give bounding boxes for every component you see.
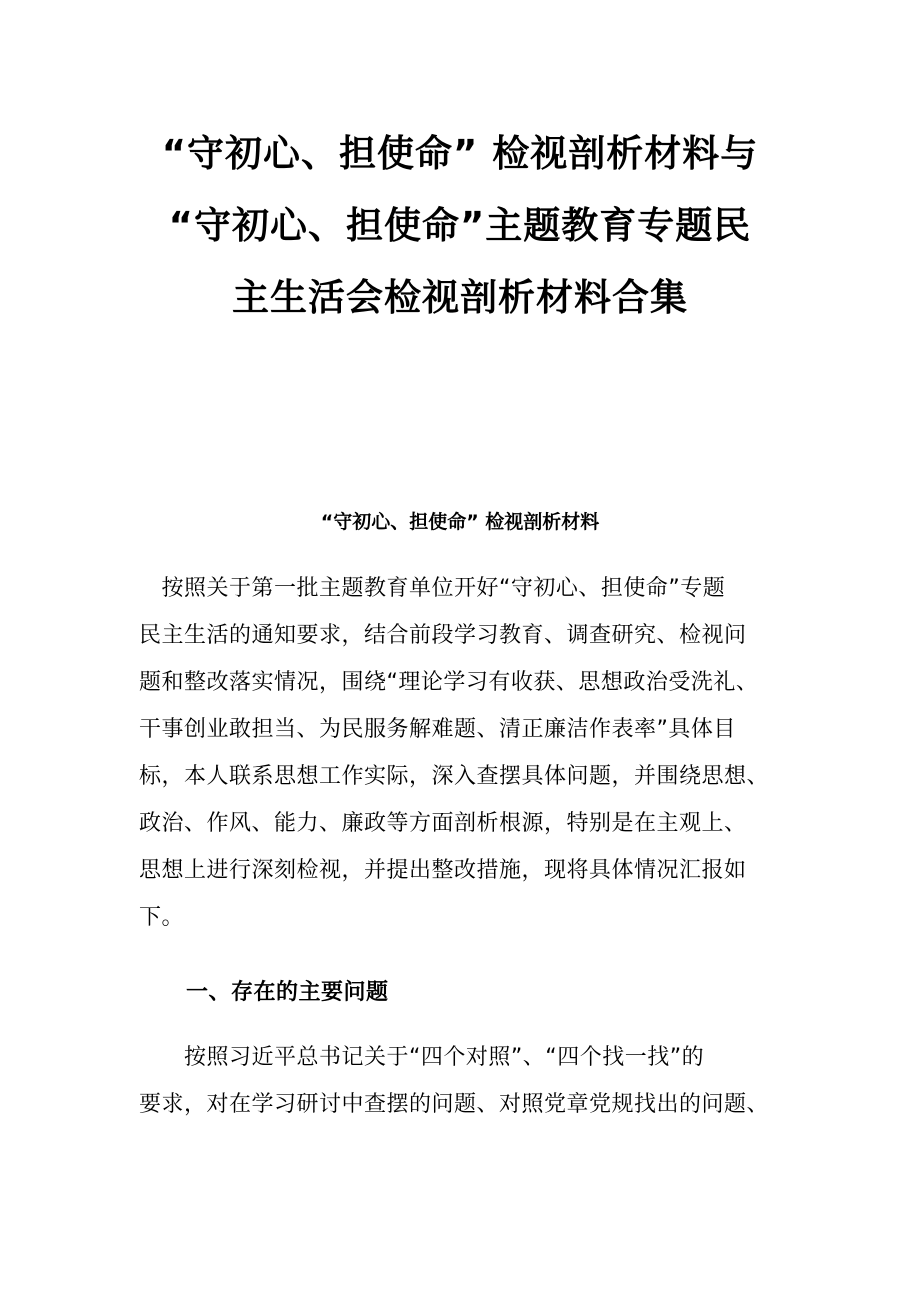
document-title xyxy=(130,118,790,334)
paragraph-intro-line-4: 干事创业敢担当、为民服务解难题、清正廉洁作表率”具体目 xyxy=(139,717,736,742)
paragraph-intro-line-5: 标，本人联系思想工作实际，深入查摆具体问题，并围绕思想、 xyxy=(139,764,770,789)
paragraph-problems-line-1: 按照习近平总书记关于“四个对照”、“四个找一找”的 xyxy=(139,1045,705,1070)
paragraph-intro-line-1: 按照关于第一批主题教育单位开好“守初心、担使命”专题 xyxy=(139,576,726,601)
document-title-line-1: “守初心、担使命” 检视剖析材料与 xyxy=(161,132,759,175)
heading-main-problems: 一、存在的主要问题 xyxy=(186,980,389,1005)
document-title-line-3: 主生活会检视剖析材料合集 xyxy=(232,276,688,319)
paragraph-intro-line-2: 民主生活的通知要求，结合前段学习教育、调查研究、检视问 xyxy=(139,623,747,648)
paragraph-problems xyxy=(139,1034,784,1128)
paragraph-intro-line-6: 政治、作风、能力、廉政等方面剖析根源，特别是在主观上、 xyxy=(139,811,747,836)
paragraph-intro-line-7: 思想上进行深刻检视，并提出整改措施，现将具体情况汇报如 xyxy=(139,858,747,883)
paragraph-problems-line-2: 要求，对在学习研讨中查摆的问题、对照党章党规找出的问题、 xyxy=(139,1092,770,1117)
paragraph-intro-line-3: 题和整改落实情况，围绕“理论学习有收获、思想政治受洗礼、 xyxy=(139,670,759,695)
section-title: “守初心、担使命” 检视剖析材料 xyxy=(320,511,600,533)
document-title-line-2: “守初心、担使命”主题教育专题民 xyxy=(168,204,752,247)
paragraph-intro-line-8: 下。 xyxy=(139,905,185,930)
paragraph-intro xyxy=(139,565,784,941)
